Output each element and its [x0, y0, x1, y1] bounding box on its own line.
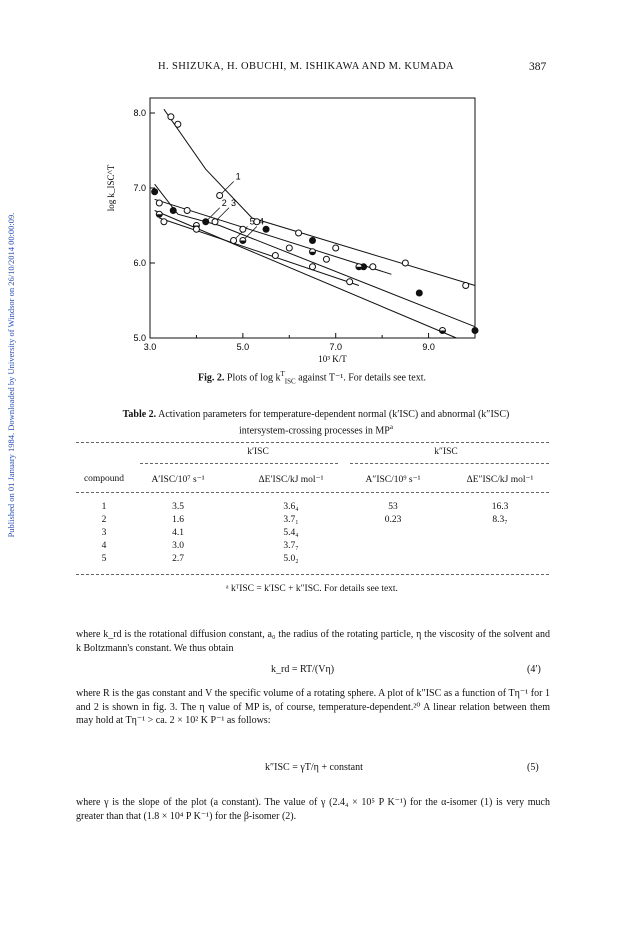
data-point [370, 264, 376, 270]
table-cell: 3.7₁ [283, 515, 299, 525]
y-tick-label: 7.0 [133, 183, 146, 193]
paragraph-3: where γ is the slope of the plot (a constant). The value of γ (2.4₄ × 10⁵ P K⁻¹) for the α-isomer (1) is very much greater than that (1.8 × 10⁴ P K⁻¹) for the β-isomer (2). [76, 797, 550, 822]
table-bottom-rule [76, 574, 549, 575]
data-point [212, 219, 218, 225]
data-point [170, 208, 176, 214]
table-cell: 5.0₂ [283, 554, 299, 564]
x-tick-label: 9.0 [422, 342, 435, 352]
group-header-normal: k′ISC [247, 447, 269, 457]
page-number: 387 [529, 61, 547, 73]
table-footnote: ᵃ kᵀISC = k′ISC + k″ISC. For details see text. [226, 584, 398, 594]
x-axis-label: 10³ K/T [318, 354, 347, 364]
x-tick-label: 3.0 [143, 342, 157, 352]
data-point [193, 226, 199, 232]
table-cell: 16.3 [491, 502, 509, 512]
fit-line-2 [155, 184, 475, 327]
table-cell: 3 [101, 528, 107, 538]
data-points [152, 114, 478, 334]
equation-5: k″ISC = γT/η + constant [265, 762, 363, 773]
data-point [463, 283, 469, 289]
data-point [272, 253, 278, 259]
y-tick-label: 6.0 [133, 258, 146, 268]
data-point [175, 121, 181, 127]
figure-caption: Fig. 2. Plots of $\log k^T_{ISC}$ against T⁻¹. For details see text. [198, 370, 426, 386]
data-point [286, 245, 292, 251]
table-cell: 3.0 [172, 541, 184, 551]
table-cell: 0.23 [384, 515, 402, 525]
table-cell: 2 [101, 515, 107, 525]
table-cell: 5.4₄ [283, 528, 299, 538]
figure-2-plot [90, 88, 510, 368]
equation-4-number: (4′) [527, 664, 541, 675]
download-watermark: Published on 01 January 1984. Downloaded by University of Windsor on 26/10/2014 00:00:09. [6, 212, 16, 538]
data-point [156, 200, 162, 206]
table-cell: 1.6 [172, 515, 184, 525]
data-point [161, 219, 167, 225]
series-label: 2 [221, 197, 227, 208]
data-point [347, 279, 353, 285]
table-cell: 3.7₇ [283, 541, 299, 551]
running-head: H. SHIZUKA, H. OBUCHI, M. ISHIKAWA AND M. KUMADA [158, 61, 455, 72]
fit-lines [155, 109, 475, 338]
data-point [310, 238, 316, 244]
table-top-rule [76, 442, 549, 443]
plot-frame [150, 98, 475, 338]
data-point [472, 328, 478, 334]
col-header-a-abnormal: A″ISC/10⁹ s⁻¹ [365, 475, 421, 485]
equation-4: k_rd = RT/(Vη) [271, 664, 335, 675]
group-rule-abnormal [350, 463, 549, 464]
y-axis-label: log k_ISC^T [106, 164, 116, 212]
y-tick-label: 8.0 [133, 108, 146, 118]
data-point [231, 238, 237, 244]
data-point [310, 264, 316, 270]
col-header-a-normal: A′ISC/10⁷ s⁻¹ [151, 475, 205, 485]
table-cell: 4 [101, 541, 107, 551]
group-header-abnormal: k″ISC [434, 447, 458, 457]
data-point [333, 245, 339, 251]
data-point [323, 256, 329, 262]
table-cell: 3.6₄ [283, 502, 299, 512]
data-point [184, 208, 190, 214]
plot-axes [150, 98, 475, 338]
col-header-de-normal: ΔE′ISC/kJ mol⁻¹ [258, 475, 324, 485]
group-rule-normal [140, 463, 338, 464]
table-cell: 8.3₇ [492, 515, 508, 525]
data-point [168, 114, 174, 120]
paragraph-2: where R is the gas constant and V the specific volume of a rotating sphere. A plot of k″ISC as a function of Tη⁻¹ for 1 and 2 is shown in fig. 3. The η value of MP is, of course, temperature-dependent.²⁰ A linear relation between them may hold at Tη⁻¹ > ca. 2 × 10² K P⁻¹ as follows: [76, 688, 550, 726]
series-label: 1 [235, 171, 241, 182]
table-cell: 53 [388, 502, 398, 512]
table-cell: 1 [101, 502, 107, 512]
series-leader-line [217, 208, 229, 220]
series-label: 4 [258, 216, 264, 227]
data-point [203, 219, 209, 225]
table-cell: 5 [101, 554, 107, 564]
series-label: 3 [231, 197, 237, 208]
series-label: 5 [249, 216, 255, 227]
table-cell: 4.1 [172, 528, 184, 538]
col-header-de-abnormal: ΔE″ISC/kJ mol⁻¹ [466, 475, 534, 485]
x-tick-label: 5.0 [236, 342, 250, 352]
data-point [263, 226, 269, 232]
y-tick-label: 5.0 [133, 333, 146, 343]
fit-line-5 [159, 218, 359, 286]
table-cell: 3.5 [172, 502, 184, 512]
data-point [416, 290, 422, 296]
data-point [402, 260, 408, 266]
equation-5-number: (5) [527, 762, 539, 773]
data-point [152, 189, 158, 195]
table-header-rule [76, 492, 549, 493]
col-header-compound: compound [83, 474, 125, 484]
table-cell: 2.7 [172, 554, 184, 564]
data-point [296, 230, 302, 236]
data-point [240, 226, 246, 232]
table-caption: Table 2. Activation parameters for temperature-dependent normal (k′ISC) and abnormal (k″ISC) intersystem-crossing processes in $MP^a$ [122, 409, 510, 437]
fit-line-1 [164, 109, 475, 285]
paragraph-1: where k_rd is the rotational diffusion constant, a₀ the radius of the rotating particle, η the viscosity of the solvent and k Boltzmann's constant. We thus obtain [76, 629, 550, 654]
x-tick-label: 7.0 [329, 342, 342, 352]
